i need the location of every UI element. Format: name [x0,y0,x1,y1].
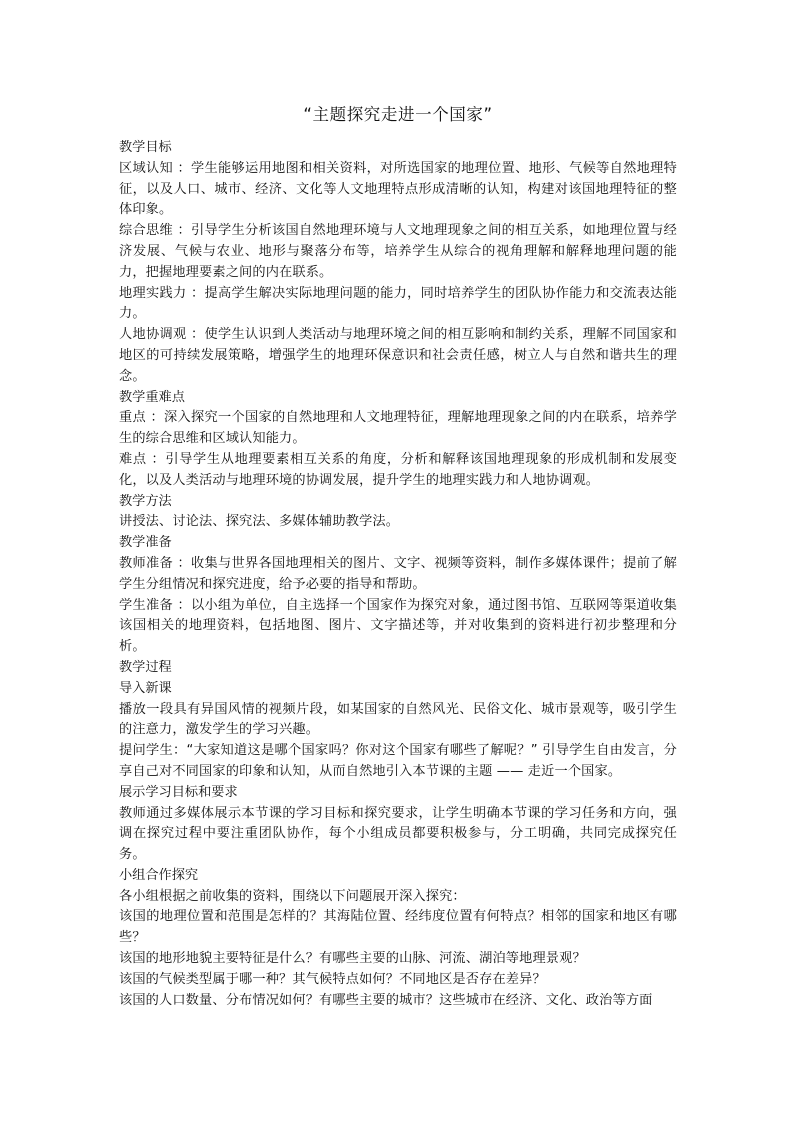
question-population: 该国的人口数量、分布情况如何？有哪些主要的城市？这些城市在经济、文化、政治等方面 [119,992,653,1008]
section-heading-teaching-preparation: 教学准备 [119,535,172,551]
question-climate: 该国的气候类型属于哪一种？其气候特点如何？不同地区是否存在差异？ [119,971,546,987]
paragraph-teaching-methods: 讲授法、讨论法、探究法、多媒体辅助教学法。 [119,514,400,530]
subheading-show-goals: 展示学习目标和要求 [119,784,238,800]
paragraph-human-earth-coordination: 人地协调观 ：使学生认识到人类活动与地理环境之间的相互影响和制约关系，理解不同国家和地区的可持续发展策略，增强学生的地理环保意识和社会责任感，树立人与自然和谐共生的理念。 [119,327,677,384]
document-page [119,104,677,1011]
paragraph-group-inquiry-intro: 各小组根据之前收集的资料，围绕以下问题展开深入探究： [119,888,466,904]
paragraph-teacher-shows-goals: 教师通过多媒体展示本节课的学习目标和探究要求，让学生明确本节课的学习任务和方向，强调在探究过程中要注重团队协作，每个小组成员都要积极参与，分工明确，共同完成探究任务。 [119,805,677,863]
document-title: “主题探究走进一个国家” [303,105,493,124]
section-heading-teaching-goals: 教学目标 [119,140,172,155]
paragraph-comprehensive-thinking: 综合思维 ：引导学生分析该国自然地理环境与人文地理现象之间的相互关系，如地理位置与经济发展、气候与农业、地形与聚落分布等，培养学生从综合的视角理解和解释地理问题的能力，把握地理要素之间的内在联系。 [119,223,677,280]
paragraph-student-preparation: 学生准备 ：以小组为单位，自主选择一个国家作为探究对象，通过图书馆、互联网等渠道收集该国相关的地理资料，包括地图、图片、文字描述等，并对收集到的资料进行初步整理和分析。 [119,597,677,655]
question-terrain: 该国的地形地貌主要特征是什么？有哪些主要的山脉、河流、湖泊等地理景观？ [119,951,586,967]
paragraph-teacher-preparation: 教师准备 ：收集与世界各国地理相关的图片、文字、视频等资料，制作多媒体课件；提前了解学生分组情况和探究进度，给予必要的指导和帮助。 [119,555,677,592]
paragraph-ask-students: 提问学生：“大家知道这是哪个国家吗？你对这个国家有哪些了解呢？” 引导学生自由发言，分享自己对不同国家的印象和认知，从而自然地引入本节课的主题 —— 走近一个国家。 [119,743,677,779]
subheading-group-inquiry: 小组合作探究 [119,867,199,883]
subheading-introduction: 导入新课 [119,680,172,696]
question-location: 该国的地理位置和范围是怎样的？其海陆位置、经纬度位置有何特点？相邻的国家和地区有哪些？ [119,909,677,946]
paragraph-difficult-points: 难点 ：引导学生从地理要素相互关系的角度，分析和解释该国地理现象的形成机制和发展变化，以及人类活动与地理环境的协调发展，提升学生的地理实践力和人地协调观。 [119,451,677,488]
section-heading-teaching-process: 教学过程 [119,659,172,675]
paragraph-geographic-practice: 地理实践力 ：提高学生解决实际地理问题的能力，同时培养学生的团队协作能力和交流表达能力。 [119,285,677,322]
paragraph-play-video: 播放一段具有异国风情的视频片段，如某国家的自然风光、民俗文化、城市景观等，吸引学生的注意力，激发学生的学习兴趣。 [119,701,677,738]
section-heading-teaching-methods: 教学方法 [119,493,172,509]
paragraph-key-points: 重点 ：深入探究一个国家的自然地理和人文地理特征，理解地理现象之间的内在联系，培养学生的综合思维和区域认知能力。 [119,410,677,447]
section-heading-key-difficult-points: 教学重难点 [119,389,185,405]
paragraph-regional-cognition: 区域认知 ：学生能够运用地图和相关资料，对所选国家的地理位置、地形、气候等自然地理特征，以及人口、城市、经济、文化等人文地理特点形成清晰的认知，构建对该国地理特征的整体印象。 [119,160,677,218]
